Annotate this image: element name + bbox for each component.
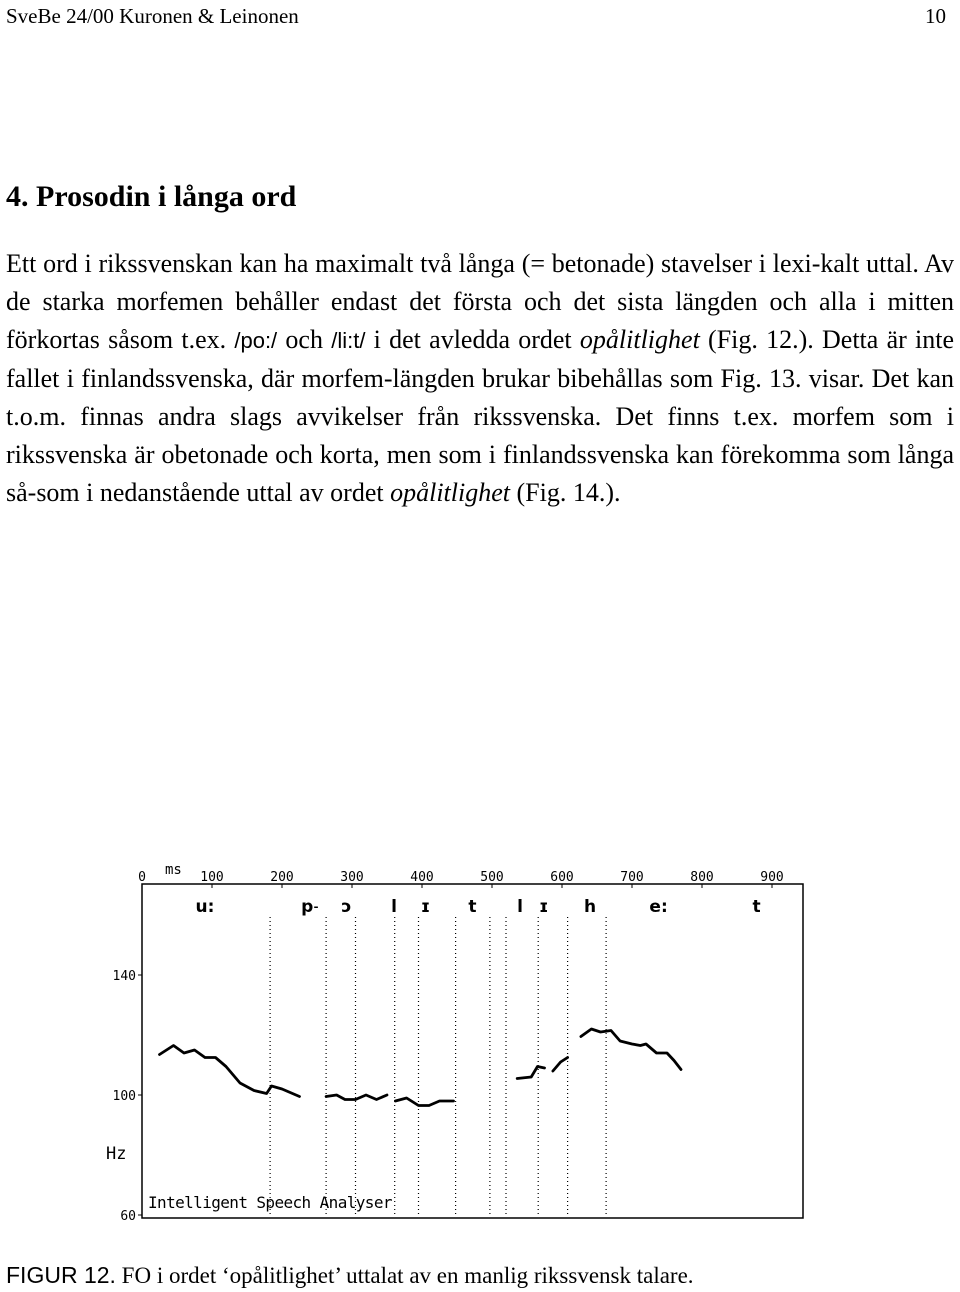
- plot-frame: [142, 884, 803, 1218]
- segment-label: ɪ: [539, 897, 549, 917]
- segment-label: l: [517, 897, 523, 917]
- section-title: 4. Prosodin i långa ord: [6, 180, 297, 213]
- text-run: (Fig. 14.).: [510, 478, 621, 507]
- caption-label: FIGUR 12.: [6, 1262, 116, 1288]
- time-unit-label: ms: [165, 862, 182, 878]
- segment-label: h: [583, 897, 597, 917]
- segment-label: l: [391, 897, 397, 917]
- freq-tick-label: 60: [120, 1209, 136, 1224]
- time-tick-label: 0: [138, 870, 146, 885]
- figure-caption: [6, 1262, 694, 1289]
- text-run: i det avledda ordet: [365, 325, 580, 354]
- freq-tick-label: 140: [112, 969, 136, 984]
- freq-unit-label: Hz: [106, 1144, 127, 1164]
- time-tick-label: 800: [690, 870, 714, 885]
- phonetic-transcription: /po:/: [234, 328, 278, 353]
- body-paragraph: [6, 245, 954, 512]
- page-number: 10: [925, 4, 946, 28]
- segment-label: e:: [649, 897, 668, 917]
- phonetic-transcription: /li:t/: [331, 328, 366, 353]
- segment-label: u:: [195, 897, 215, 917]
- example-word: opålitlighet: [579, 325, 700, 354]
- time-tick-label: 500: [480, 870, 504, 885]
- running-header: [6, 4, 946, 29]
- text-run: (Fig. 12.). Detta är inte fallet i finlandssvenska, där morfem-längden brukar bibehållas som Fig. 13. visar. Det kan t.o.m. finnas andra slags avvikelser från rikssvenska. Det finns t.ex. morfem som i rikssvenska är obetonade och korta, men som i finlandssvenska kan förekomma som långa så-som i nedanstående uttal av ordet: [6, 325, 954, 507]
- example-word: opålitlighet: [390, 478, 510, 507]
- segment-label: t: [468, 897, 477, 917]
- caption-text: FO i ordet ‘opålitlighet’ uttalat av en manlig rikssvensk talare.: [115, 1263, 694, 1288]
- time-tick-label: 300: [340, 870, 364, 885]
- text-run: Ett ord i rikssvenskan kan ha maximalt två långa (= betonade) stavelser i lexi-kalt uttal. Av de starka morfemen behåller endast det första och det sista längden och alla i mitten förkortas såsom t.ex.: [6, 249, 954, 354]
- software-watermark: Intelligent Speech Analyser: [148, 1193, 392, 1212]
- time-tick-label: 700: [620, 870, 644, 885]
- segment-label: ɪ: [420, 897, 431, 917]
- time-tick-label: 200: [270, 870, 294, 885]
- text-run: och: [277, 325, 332, 354]
- f0-figure: [100, 855, 820, 1225]
- f0-contour-chart: [100, 855, 820, 1225]
- time-tick-label: 100: [200, 870, 224, 885]
- time-tick-label: 900: [760, 870, 784, 885]
- segment-label: ɔ: [341, 897, 352, 917]
- freq-tick-label: 100: [112, 1089, 136, 1104]
- running-title: SveBe 24/00 Kuronen & Leinonen: [6, 4, 299, 28]
- time-tick-label: 400: [410, 870, 434, 885]
- segment-label: p˗: [301, 897, 319, 917]
- segment-label: t: [752, 897, 761, 917]
- time-tick-label: 600: [550, 870, 574, 885]
